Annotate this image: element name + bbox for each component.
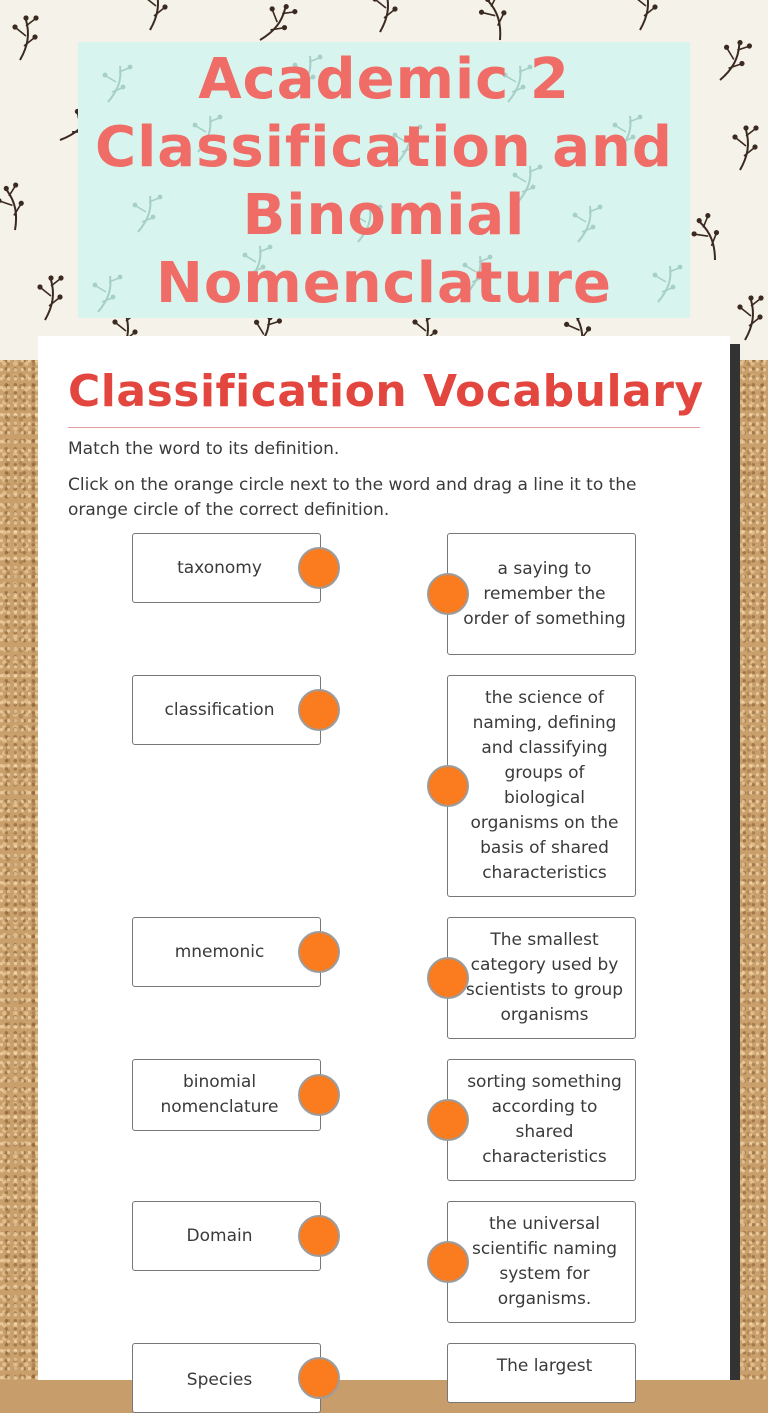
match-word-box [132, 1343, 321, 1413]
word-label: Domain [186, 1225, 253, 1246]
orange-circle-icon[interactable] [298, 931, 340, 973]
orange-circle-icon[interactable] [298, 689, 340, 731]
orange-circle-icon[interactable] [427, 765, 469, 807]
match-word-box [132, 1059, 321, 1131]
orange-circle-icon[interactable] [427, 1241, 469, 1283]
match-definition-box [447, 533, 636, 655]
orange-circle-icon[interactable] [427, 957, 469, 999]
match-definition-box [447, 1343, 636, 1403]
word-label: binomial nomenclature [160, 1072, 279, 1117]
sheet-shadow [730, 344, 740, 1380]
orange-circle-icon[interactable] [427, 1099, 469, 1141]
orange-circle-icon[interactable] [427, 573, 469, 615]
match-word-box [132, 1201, 321, 1271]
definition-label: the universal scientific naming system for organisms. [471, 1214, 618, 1309]
definition-label: the science of naming, defining and classifying groups of biological organisms on the basis of shared characteristics [470, 688, 619, 883]
definition-label: a saying to remember the order of something [463, 558, 626, 629]
word-label: taxonomy [177, 557, 262, 578]
orange-circle-icon[interactable] [298, 547, 340, 589]
page-title: Academic 2 Classification and Binomial Nomenclature [94, 47, 674, 316]
match-word-box [132, 675, 321, 745]
orange-circle-icon[interactable] [298, 1074, 340, 1116]
match-definition-box [447, 1201, 636, 1323]
word-label: Species [186, 1370, 253, 1390]
definition-label: The smallest category used by scientists to group organisms [465, 930, 624, 1025]
word-label: classification [164, 699, 275, 720]
instruction-text: Click on the orange circle next to the word and drag a line it to the orange circle of the correct definition. [68, 475, 637, 520]
definition-label: sorting something according to shared characteristics [467, 1072, 622, 1167]
orange-circle-icon[interactable] [298, 1215, 340, 1257]
definition-label: The largest [496, 1356, 593, 1376]
instruction-text: Match the word to its definition. [68, 439, 340, 459]
match-definition-box [447, 917, 636, 1039]
match-definition-box [447, 675, 636, 897]
orange-circle-icon[interactable] [298, 1357, 340, 1399]
section-title: Classification Vocabulary [68, 366, 704, 417]
match-word-box [132, 533, 321, 603]
word-label: mnemonic [174, 941, 265, 962]
match-word-box [132, 917, 321, 987]
match-definition-box [447, 1059, 636, 1181]
title-divider [68, 427, 700, 428]
